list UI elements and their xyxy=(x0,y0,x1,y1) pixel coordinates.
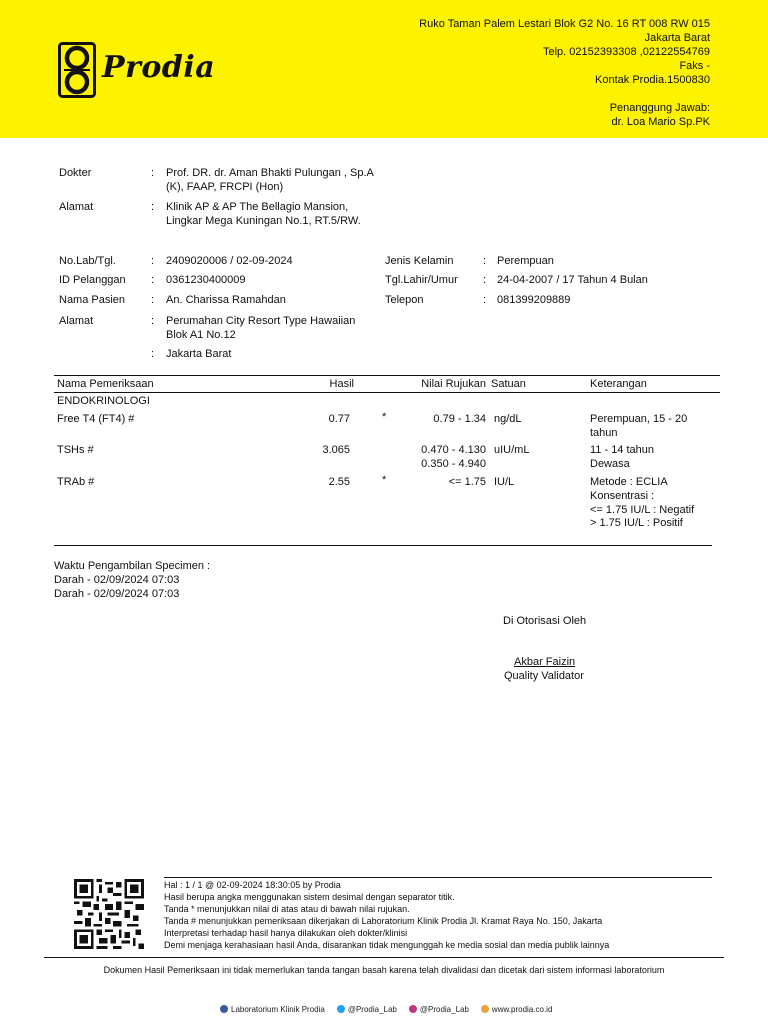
doctor-address-line2: Lingkar Mega Kuningan No.1, RT.5/RW. xyxy=(166,215,361,227)
specimen-title: Waktu Pengambilan Specimen : xyxy=(54,560,211,572)
customer-id-label: ID Pelanggan xyxy=(59,274,126,286)
social-label: @Prodia_Lab xyxy=(347,1005,397,1014)
social-instagram[interactable] xyxy=(409,1005,469,1014)
abnormal-flag: * xyxy=(382,411,387,423)
twitter-icon xyxy=(337,1005,345,1013)
social-twitter[interactable] xyxy=(337,1005,397,1014)
disclaimer-rule xyxy=(44,957,724,958)
reference-range: 0.470 - 4.130 xyxy=(421,444,486,456)
responsible-name: dr. Loa Mario Sp.PK xyxy=(611,116,710,128)
lab-contact: Kontak Prodia.1500830 xyxy=(595,74,710,86)
colon: : xyxy=(151,167,155,179)
dob-value: 24-04-2007 / 17 Tahun 4 Bulan xyxy=(497,274,648,286)
reference-range: <= 1.75 xyxy=(448,476,486,488)
footer-line: Tanda * menunjukkan nilai di atas atau di bawah nilai rujukan. xyxy=(164,904,410,914)
colon: : xyxy=(151,315,155,327)
instagram-icon xyxy=(409,1005,417,1013)
social-links xyxy=(220,1005,552,1014)
patient-address-label: Alamat xyxy=(59,315,94,327)
test-note: Metode : ECLIA xyxy=(590,476,668,488)
test-name: TRAb # xyxy=(57,476,95,488)
address-line: Ruko Taman Palem Lestari Blok G2 No. 16 RT 008 RW 015 xyxy=(419,18,710,30)
social-web[interactable] xyxy=(481,1005,552,1014)
col-header-reference: Nilai Rujukan xyxy=(421,378,486,390)
colon: : xyxy=(151,274,155,286)
brand-name: Prodia xyxy=(102,50,216,85)
validator-name: Akbar Faizin xyxy=(514,656,576,668)
prodia-logo xyxy=(58,42,215,98)
dob-label: Tgl.Lahir/Umur xyxy=(385,274,458,286)
test-note: tahun xyxy=(590,427,618,439)
footer-line: Demi menjaga kerahasiaan hasil Anda, disarankan tidak mengunggah ke media sosial dan media publik lainnya xyxy=(164,940,610,950)
colon: : xyxy=(483,274,487,286)
footer-notes xyxy=(164,879,609,951)
responsible-label: Penanggung Jawab: xyxy=(609,102,710,114)
colon: : xyxy=(151,255,155,267)
footer-line: Tanda # menunjukkan pemeriksaan dikerjakan di Laboratorium Klinik Prodia Jl. Kramat Raya No. 150, Jakarta xyxy=(164,916,603,926)
colon: : xyxy=(483,255,487,267)
test-note: <= 1.75 IU/L : Negatif xyxy=(590,504,695,516)
test-result: 2.55 xyxy=(328,476,350,488)
footer-line: Hasil berupa angka menggunakan sistem desimal dengan separator titik. xyxy=(164,892,455,902)
colon: : xyxy=(151,348,155,360)
table-bottom-rule xyxy=(54,545,712,546)
social-label: www.prodia.co.id xyxy=(491,1005,553,1014)
social-label: Laboratorium Klinik Prodia xyxy=(231,1005,325,1014)
test-result: 3.065 xyxy=(322,444,350,456)
phone-label: Telepon xyxy=(385,294,424,306)
lab-fax: Faks - xyxy=(679,60,710,72)
doctor-credentials: (K), FAAP, FRCPI (Hon) xyxy=(166,181,284,193)
test-result: 0.77 xyxy=(328,413,350,425)
patient-address-city: Jakarta Barat xyxy=(166,348,232,360)
authorized-by-label: Di Otorisasi Oleh xyxy=(503,615,587,627)
test-note: Dewasa xyxy=(590,458,630,470)
prodia-logo-mark-icon xyxy=(58,42,96,98)
lab-no-value: 2409020006 / 02-09-2024 xyxy=(166,255,293,267)
social-facebook[interactable] xyxy=(220,1005,325,1014)
gender-value: Perempuan xyxy=(497,255,554,267)
colon: : xyxy=(483,294,487,306)
table-header-rule xyxy=(54,392,720,393)
lab-address xyxy=(419,17,710,129)
gender-label: Jenis Kelamin xyxy=(385,255,454,267)
doctor-address-line1: Klinik AP & AP The Bellagio Mansion, xyxy=(166,201,349,213)
footer-rule xyxy=(164,877,712,878)
lab-no-label: No.Lab/Tgl. xyxy=(59,255,116,267)
test-unit: uIU/mL xyxy=(494,444,530,456)
test-name: Free T4 (FT4) # xyxy=(57,413,135,425)
phone-value: 081399209889 xyxy=(497,294,571,306)
specimen-item: Darah - 02/09/2024 07:03 xyxy=(54,588,180,600)
customer-id-value: 0361230400009 xyxy=(166,274,246,286)
reference-range: 0.350 - 4.940 xyxy=(421,458,486,470)
colon: : xyxy=(151,201,155,213)
doctor-label: Dokter xyxy=(59,167,92,179)
facebook-icon xyxy=(220,1005,228,1013)
address-city: Jakarta Barat xyxy=(644,32,710,44)
test-note: 11 - 14 tahun xyxy=(590,444,655,456)
patient-address-line2: Blok A1 No.12 xyxy=(166,329,236,341)
qr-code-icon xyxy=(72,879,146,949)
footer-line: Interpretasi terhadap hasil hanya dilakukan oleh dokter/klinisi xyxy=(164,928,408,938)
patient-name-value: An. Charissa Ramahdan xyxy=(166,294,286,306)
abnormal-flag: * xyxy=(382,474,387,486)
validator-role: Quality Validator xyxy=(504,670,584,682)
specimen-item: Darah - 02/09/2024 07:03 xyxy=(54,574,180,586)
col-header-result: Hasil xyxy=(329,378,354,390)
reference-range: 0.79 - 1.34 xyxy=(433,413,486,425)
test-unit: IU/L xyxy=(494,476,515,488)
web-icon xyxy=(481,1005,489,1013)
test-note: Konsentrasi : xyxy=(590,490,655,502)
col-header-unit: Satuan xyxy=(491,378,526,390)
test-note: Perempuan, 15 - 20 xyxy=(590,413,688,425)
col-header-note: Keterangan xyxy=(590,378,647,390)
social-label: @Prodia_Lab xyxy=(419,1005,469,1014)
patient-name-label: Nama Pasien xyxy=(59,294,126,306)
doctor-address-label: Alamat xyxy=(59,201,94,213)
colon: : xyxy=(151,294,155,306)
test-name: TSHs # xyxy=(57,444,94,456)
letterhead xyxy=(0,0,768,138)
footer-line: Hal : 1 / 1 @ 02-09-2024 18:30:05 by Prodia xyxy=(164,880,341,890)
disclaimer: Dokumen Hasil Pemeriksaan ini tidak memerlukan tanda tangan basah karena telah divalidasi dan dicetak dari sistem informasi laboratorium xyxy=(103,965,665,975)
table-top-rule xyxy=(54,375,720,376)
test-note: > 1.75 IU/L : Positif xyxy=(590,517,683,529)
patient-address-line1: Perumahan City Resort Type Hawaiian xyxy=(166,315,356,327)
doctor-name: Prof. DR. dr. Aman Bhakti Pulungan , Sp.A xyxy=(166,167,374,179)
section-title: ENDOKRINOLOGI xyxy=(57,395,150,407)
col-header-name: Nama Pemeriksaan xyxy=(57,378,154,390)
lab-phone: Telp. 02152393308 ,02122554769 xyxy=(543,46,710,58)
test-unit: ng/dL xyxy=(494,413,522,425)
